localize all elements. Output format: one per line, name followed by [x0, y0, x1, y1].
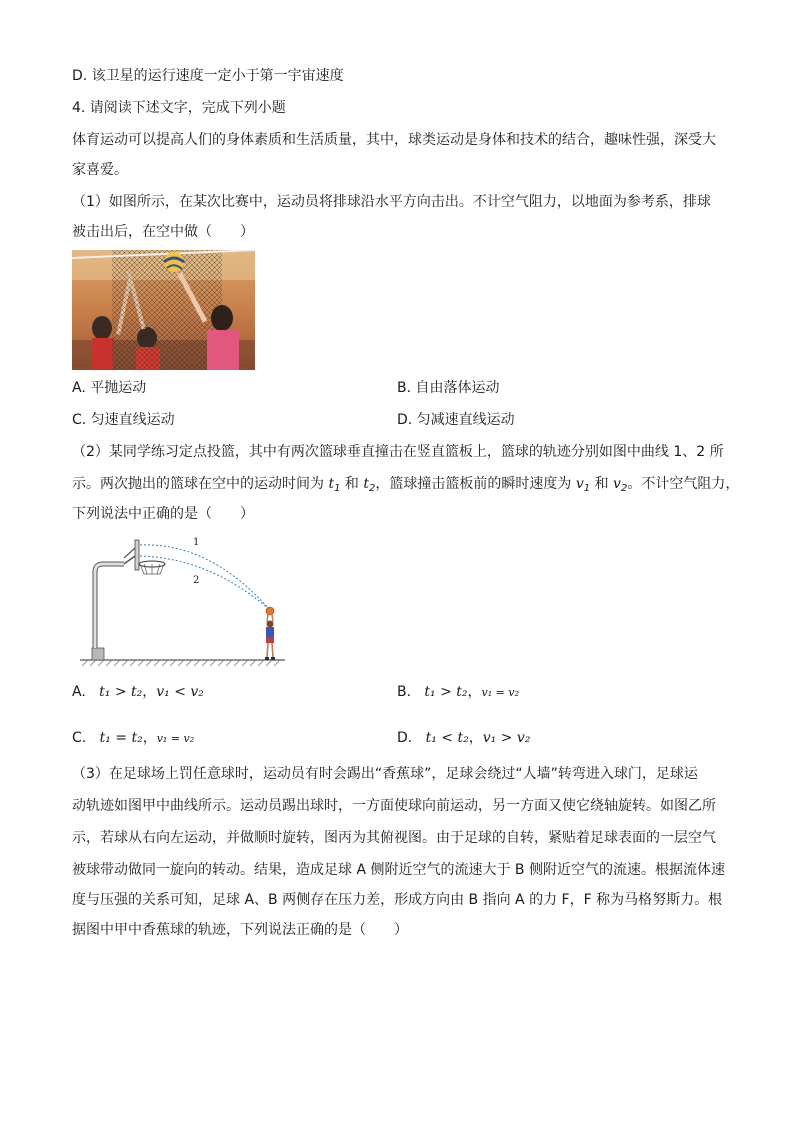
- sub2-option-d: D. t₁ < t₂，v₁ > v₂: [397, 730, 531, 746]
- sub2-option-a: A. t₁ > t₂，v₁ < v₂: [72, 684, 204, 700]
- basketball-diagram: [80, 532, 290, 672]
- sub2-line-3: 下列说法中正确的是（ ）: [72, 506, 254, 522]
- v2-subscript: 2: [620, 483, 628, 494]
- sub3-line-5: 度与压强的关系可知，足球 A、B 两侧存在压力差，形成方向由 B 指向 A 的力 F，F 称为马格努斯力。根: [72, 892, 723, 908]
- q3-option-d: D. 该卫星的运行速度一定小于第一宇宙速度: [72, 68, 344, 84]
- sub1-line-1: （1）如图所示，在某次比赛中，运动员将排球沿水平方向击出。不计空气阻力，以地面为参考系，排球: [72, 194, 711, 210]
- sub2-line-2-c: 。不计空气阻力，: [627, 476, 740, 492]
- ground-hatching: [82, 660, 280, 666]
- sub1-option-a: A. 平抛运动: [72, 380, 147, 396]
- sub1-option-c: C. 匀速直线运动: [72, 412, 175, 428]
- sub1-option-b: B. 自由落体运动: [397, 380, 500, 396]
- volleyball-photo: [72, 250, 255, 370]
- trajectory-curve-1: [140, 545, 270, 610]
- intro-line-1: 体育运动可以提高人们的身体素质和生活质量，其中，球类运动是身体和技术的结合，趣味性强，深受大: [72, 132, 716, 148]
- sub2-and-2: 和: [590, 476, 614, 492]
- t2-symbol: t: [363, 476, 370, 492]
- player-figure: [265, 614, 275, 660]
- v1-subscript: 1: [583, 483, 591, 494]
- curve-label-1: 1: [193, 537, 200, 548]
- sub3-line-3: 示，若球从右向左运动，并做顺时旋转，图丙为其俯视图。由于足球的自转，紧贴着足球表面的一层空气: [72, 830, 716, 846]
- sub2-line-2: [72, 474, 740, 494]
- trajectory-curve-2: [140, 556, 270, 610]
- sub3-line-4: 被球带动做同一旋向的转动。结果，造成足球 A 侧附近空气的流速大于 B 侧附近空气的流速。根据流体速: [72, 862, 725, 878]
- backboard: [135, 540, 139, 570]
- hoop-net: [140, 564, 164, 574]
- volleyball-scene-image: [72, 250, 255, 370]
- q4-heading: 4. 请阅读下述文字，完成下列小题: [72, 100, 286, 116]
- intro-line-2: 家喜爱。: [72, 162, 128, 178]
- basketball: [266, 607, 274, 615]
- basketball-trajectory-figure: [80, 532, 290, 672]
- t1-subscript: 1: [334, 483, 341, 494]
- sub1-line-2: 被击出后，在空中做（ ）: [72, 224, 254, 240]
- sub2-option-c: C. t₁ = t₂，v₁ = v₂: [72, 730, 195, 746]
- sub2-line-2-a: 示。两次抛出的篮球在空中的运动时间为: [72, 476, 329, 492]
- sub2-line-2-b: ，篮球撞击篮板前的瞬时速度为: [375, 476, 576, 492]
- t2-subscript: 2: [369, 483, 376, 494]
- sub2-line-1: （2）某同学练习定点投篮，其中有两次篮球垂直撞击在竖直篮板上，篮球的轨迹分别如图中曲线 1、2 所: [72, 444, 724, 460]
- v2-symbol: v: [613, 476, 621, 492]
- sub1-option-d: D. 匀减速直线运动: [397, 412, 515, 428]
- v1-symbol: v: [575, 476, 584, 492]
- sub2-option-b: B. t₁ > t₂，v₁ = v₂: [397, 684, 519, 700]
- sub3-line-2: 动轨迹如图甲中曲线所示。运动员踢出球时，一方面使球向前运动，另一方面又使它绕轴旋转。如图乙所: [72, 798, 716, 814]
- t1-symbol: t: [328, 476, 335, 492]
- sub3-line-1: （3）在足球场上罚任意球时，运动员有时会踢出“香蕉球”，足球会绕过“人墙”转弯进入球门，足球运: [72, 766, 698, 782]
- curve-label-2: 2: [193, 575, 200, 586]
- sub2-and-1: 和: [340, 476, 364, 492]
- sub3-line-6: 据图中甲中香蕉球的轨迹，下列说法正确的是（ ）: [72, 922, 408, 938]
